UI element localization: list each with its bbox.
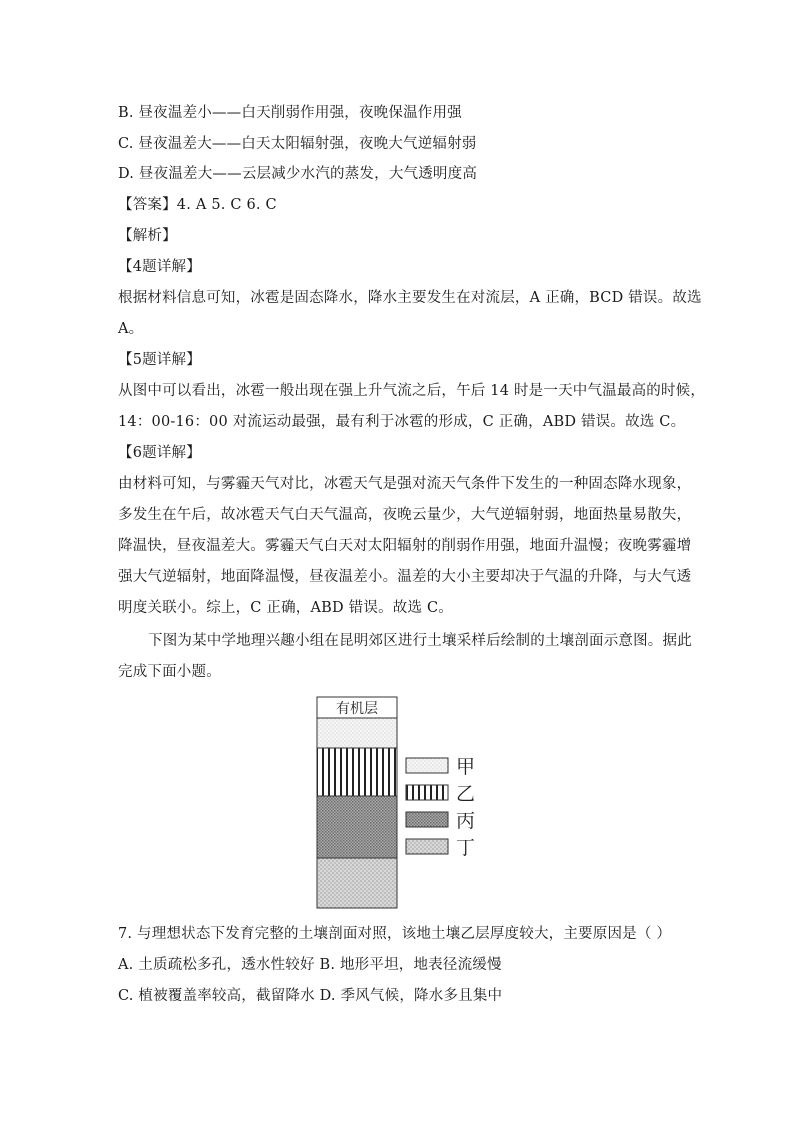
answer-line: 【答案】4. A 5. C 6. C <box>118 197 277 213</box>
q6-heading: 【6题详解】 <box>118 445 201 461</box>
legend-swatch-ding <box>406 839 448 854</box>
q5-text-line: 14：00-16：00 对流运动最强，最有利于冰雹的形成，C 正确，ABD 错误。故选 C。 <box>118 414 686 430</box>
option-c-line: C. 昼夜温差大——白天太阳辐射强，夜晚大气逆辐射弱 <box>118 136 477 152</box>
layer-bing <box>317 796 397 858</box>
legend-label-bing: 丙 <box>456 810 476 832</box>
q6-text-line: 明度关联小。综上，C 正确，ABD 错误。故选 C。 <box>118 600 453 616</box>
q6-text-line: 由材料可知，与雾霾天气对比，冰雹天气是强对流天气条件下发生的一种固态降水现象， <box>118 476 692 492</box>
analysis-heading: 【解析】 <box>118 228 177 244</box>
q6-text-line: 强大气逆辐射，地面降温慢，昼夜温差小。温差的大小主要却决于气温的升降，与大气透 <box>118 569 692 585</box>
organic-layer-label: 有机层 <box>336 701 378 717</box>
soil-profile-figure <box>316 696 486 910</box>
intro-text-line: 下图为某中学地理兴趣小组在昆明郊区进行土壤采样后绘制的土壤剖面示意图。据此 <box>148 633 692 649</box>
soil-column <box>317 697 397 908</box>
q4-heading: 【4题详解】 <box>118 259 201 275</box>
intro-text-line: 完成下面小题。 <box>118 664 221 680</box>
q5-heading: 【5题详解】 <box>118 352 201 368</box>
figure-legend <box>406 756 475 859</box>
option-d-line: D. 昼夜温差大——云层减少水汽的蒸发，大气透明度高 <box>118 166 478 182</box>
legend-swatch-yi <box>406 785 448 800</box>
layer-yi <box>317 748 397 796</box>
option-b-line: B. 昼夜温差小——白天削弱作用强，夜晚保温作用强 <box>118 105 462 121</box>
layer-ding <box>317 858 397 908</box>
legend-label-yi: 乙 <box>456 783 476 805</box>
q6-text-line: 降温快，昼夜温差大。雾霾天气白天对太阳辐射的削弱作用强，地面升温慢；夜晚雾霾增 <box>118 538 692 554</box>
question-7-options-cd: C. 植被覆盖率较高，截留降水 D. 季风气候，降水多且集中 <box>118 988 503 1004</box>
question-7-options-ab: A. 土质疏松多孔，透水性较好 B. 地形平坦，地表径流缓慢 <box>118 957 502 973</box>
layer-jia <box>317 718 397 748</box>
question-7-stem: 7. 与理想状态下发育完整的土壤剖面对照，该地土壤乙层厚度较大，主要原因是（ ） <box>118 926 672 942</box>
q4-text-line: A。 <box>118 321 144 337</box>
legend-label-jia: 甲 <box>456 756 476 778</box>
q4-text-line: 根据材料信息可知，冰雹是固态降水，降水主要发生在对流层，A 正确，BCD 错误。故选 <box>118 290 702 306</box>
legend-label-ding: 丁 <box>456 837 476 859</box>
q6-text-line: 多发生在午后，故冰雹天气白天气温高，夜晚云量少，大气逆辐射弱，地面热量易散失， <box>118 507 692 523</box>
legend-swatch-jia <box>406 758 448 773</box>
q5-text-line: 从图中可以看出，冰雹一般出现在强上升气流之后，午后 14 时是一天中气温最高的时候， <box>118 383 706 399</box>
legend-swatch-bing <box>406 812 448 827</box>
